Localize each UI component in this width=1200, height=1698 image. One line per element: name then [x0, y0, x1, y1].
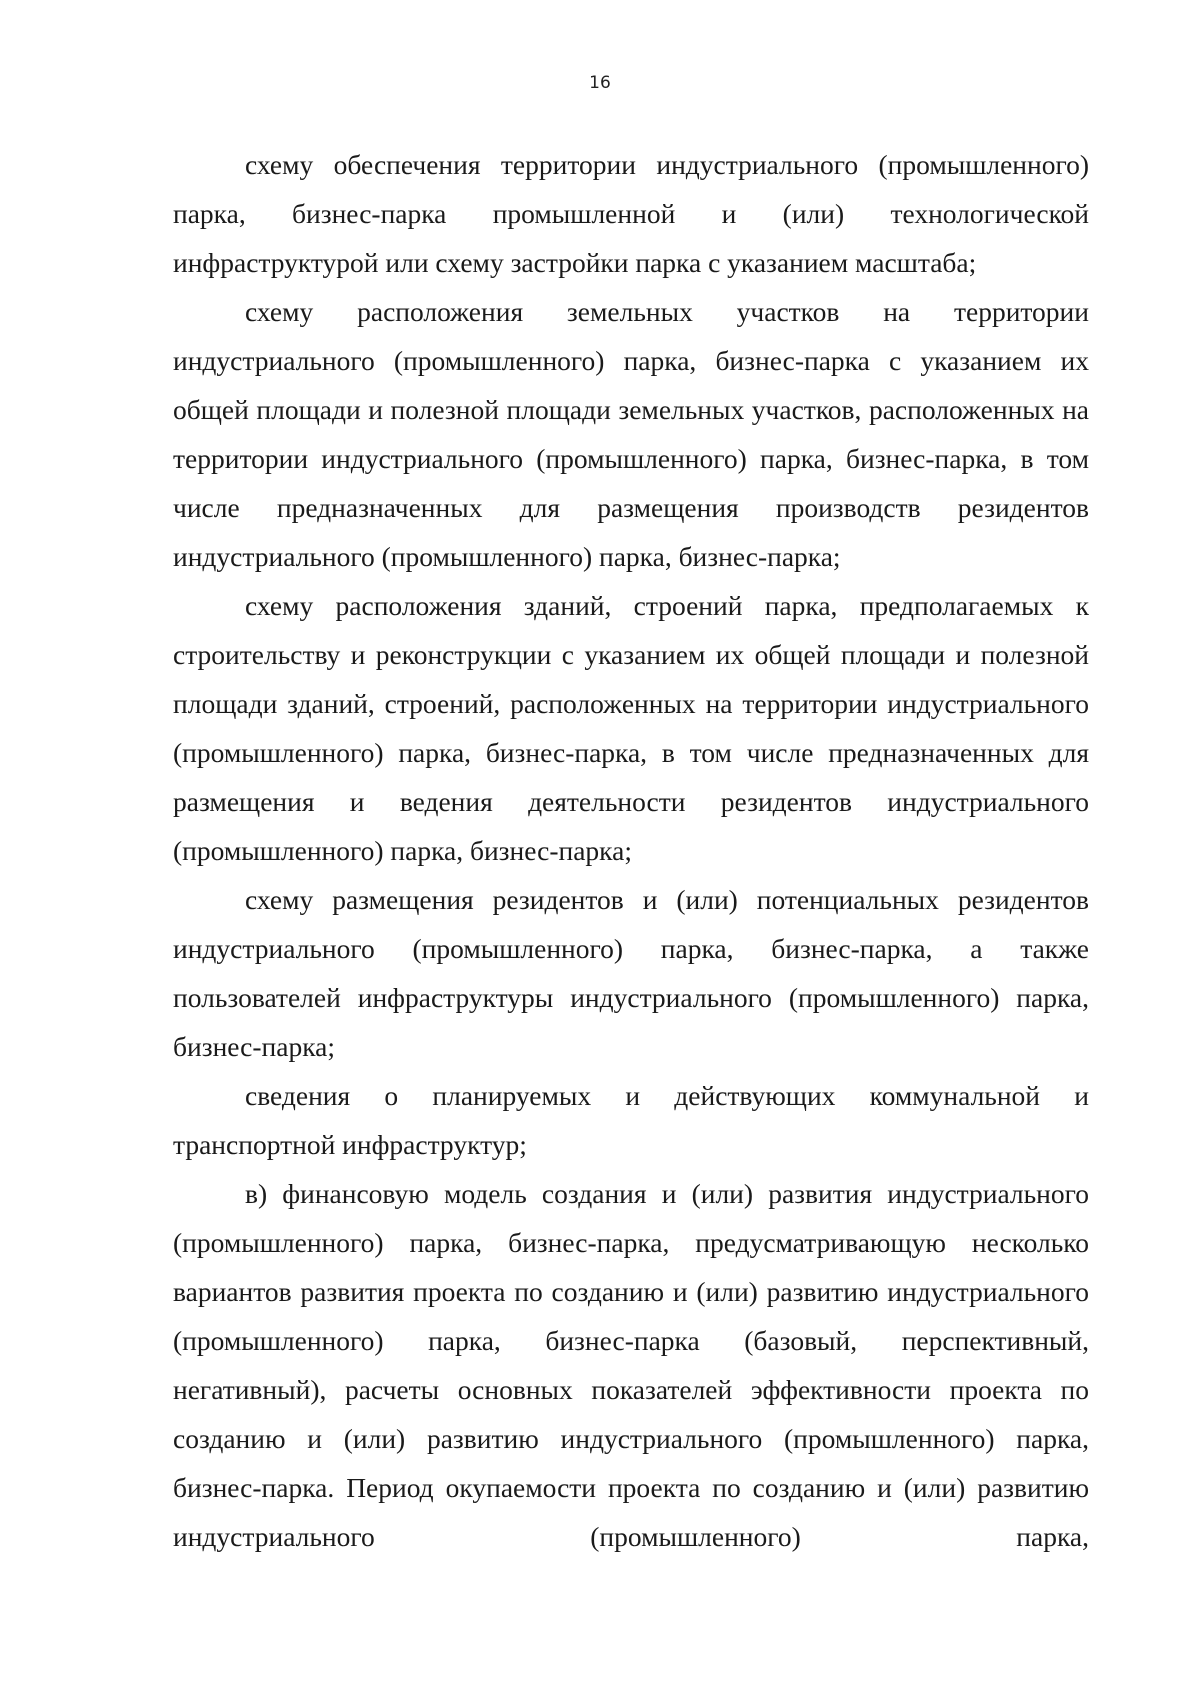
- paragraph-residents-scheme: схему размещения резидентов и (или) потенциальных резидентов индустриального (промышленного) парка, бизнес-парка, а также пользователей инфраструктуры индустриального (промышленного) парка, бизнес-парка;: [173, 884, 1089, 1062]
- paragraph-infrastructure-scheme: схему обеспечения территории индустриального (промышленного) парка, бизнес-парка промышленной и (или) технологической инфраструктурой или схему застройки парка с указанием масштаба;: [173, 149, 1089, 278]
- paragraph-utilities-info: сведения о планируемых и действующих коммунальной и транспортной инфраструктур;: [173, 1080, 1089, 1160]
- document-body: [173, 140, 1089, 1561]
- paragraph-land-plots-scheme: схему расположения земельных участков на территории индустриального (промышленного) парка, бизнес-парка с указанием их общей площади и полезной площади земельных участков, расположенных на территории индустриального (промышленного) парка, бизнес-парка, в том числе предназначенных для размещения производств резидентов индустриального (промышленного) парка, бизнес-парка;: [173, 296, 1089, 572]
- paragraph-financial-model: в) финансовую модель создания и (или) развития индустриального (промышленного) парка, бизнес-парка, предусматривающую несколько вариантов развития проекта по созданию и (или) развитию индустриального (промышленного) парка, бизнес-парка (базовый, перспективный, негативный), расчеты основных показателей эффективности проекта по созданию и (или) развитию индустриального (промышленного) парка, бизнес-парка. Период окупаемости проекта по созданию и (или) развитию индустриального (промышленного) парка,: [173, 1178, 1089, 1552]
- paragraph-buildings-scheme: схему расположения зданий, строений парка, предполагаемых к строительству и реконструкции с указанием их общей площади и полезной площади зданий, строений, расположенных на территории индустриального (промышленного) парка, бизнес-парка, в том числе предназначенных для размещения и ведения деятельности резидентов индустриального (промышленного) парка, бизнес-парка;: [173, 590, 1089, 866]
- page-number: 16: [589, 73, 611, 93]
